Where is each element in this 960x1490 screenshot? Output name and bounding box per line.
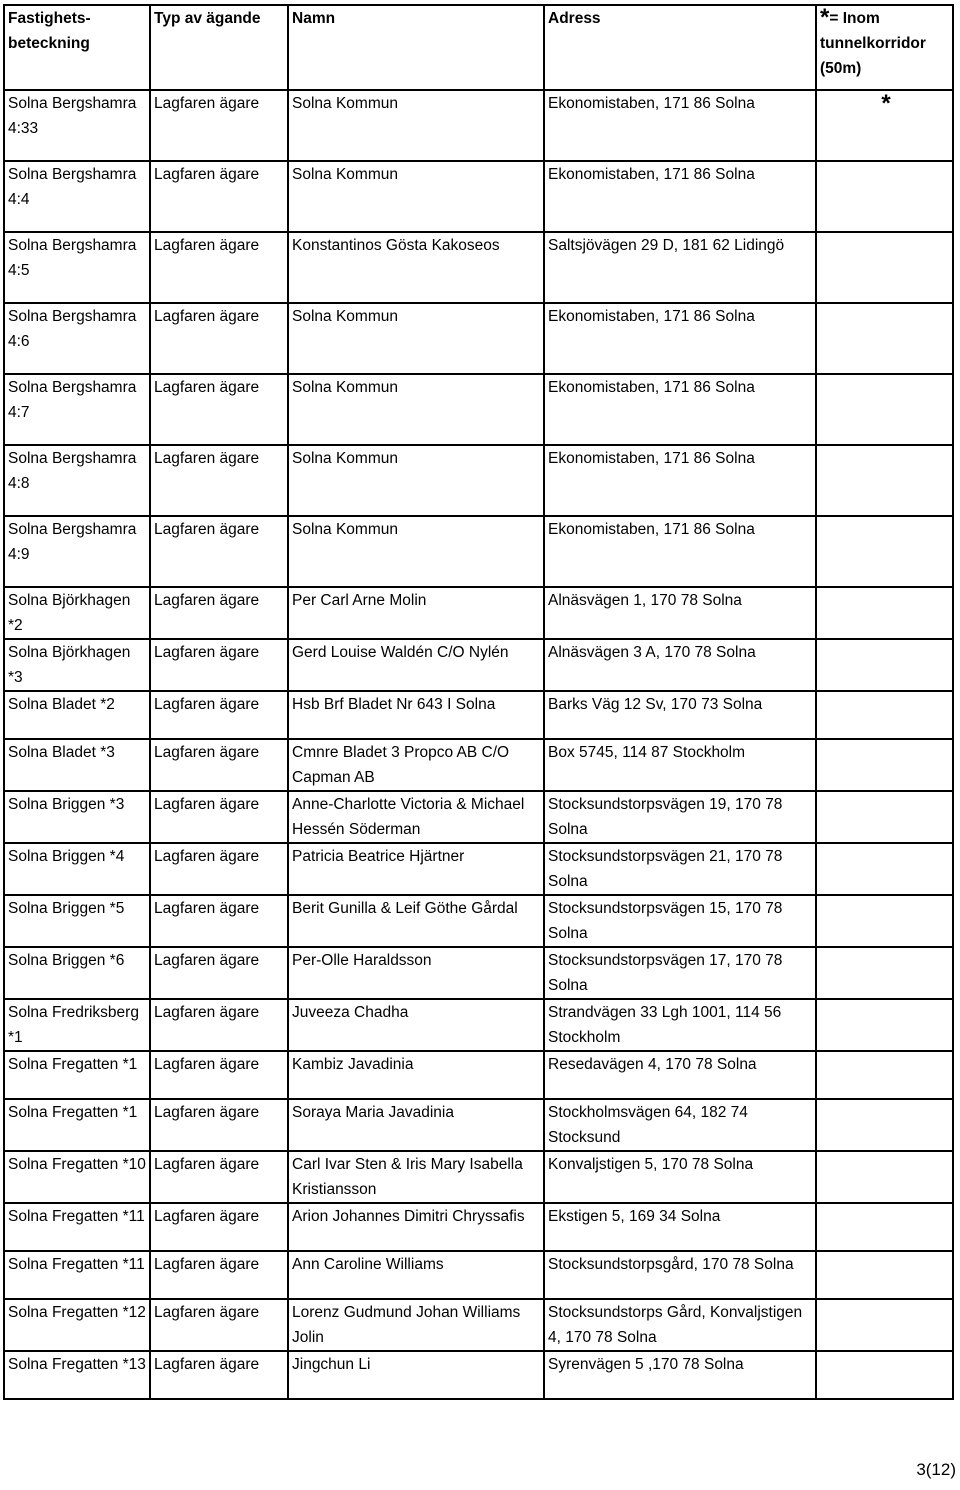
property-owner-table bbox=[3, 4, 954, 1400]
header-tunnel bbox=[816, 5, 953, 90]
cell-property: Solna Bergshamra 4:9 bbox=[4, 516, 150, 587]
cell-tunnel bbox=[816, 639, 953, 691]
cell-address: Syrenvägen 5 ,170 78 Solna bbox=[544, 1351, 816, 1399]
cell-tunnel bbox=[816, 1251, 953, 1299]
table-row bbox=[4, 303, 953, 374]
cell-property: Solna Fregatten *1 bbox=[4, 1051, 150, 1099]
cell-name: Carl Ivar Sten & Iris Mary Isabella Kristiansson bbox=[288, 1151, 544, 1203]
table-row bbox=[4, 999, 953, 1051]
cell-name: Gerd Louise Waldén C/O Nylén bbox=[288, 639, 544, 691]
cell-ownership: Lagfaren ägare bbox=[150, 843, 288, 895]
cell-ownership: Lagfaren ägare bbox=[150, 303, 288, 374]
cell-tunnel bbox=[816, 895, 953, 947]
cell-property: Solna Briggen *3 bbox=[4, 791, 150, 843]
cell-name: Solna Kommun bbox=[288, 374, 544, 445]
cell-tunnel bbox=[816, 1203, 953, 1251]
cell-tunnel bbox=[816, 791, 953, 843]
cell-address: Ekstigen 5, 169 34 Solna bbox=[544, 1203, 816, 1251]
table-row bbox=[4, 843, 953, 895]
tunnel-legend-text: = Inom tunnelkorridor (50m) bbox=[820, 10, 926, 77]
cell-tunnel bbox=[816, 947, 953, 999]
cell-name: Solna Kommun bbox=[288, 90, 544, 161]
table-row bbox=[4, 587, 953, 639]
table-row bbox=[4, 639, 953, 691]
header-name: Namn bbox=[288, 5, 544, 90]
cell-property: Solna Fregatten *12 bbox=[4, 1299, 150, 1351]
cell-property: Solna Bergshamra 4:5 bbox=[4, 232, 150, 303]
table-row bbox=[4, 1351, 953, 1399]
cell-property: Solna Bergshamra 4:8 bbox=[4, 445, 150, 516]
cell-property: Solna Bladet *3 bbox=[4, 739, 150, 791]
cell-tunnel bbox=[816, 516, 953, 587]
cell-name: Arion Johannes Dimitri Chryssafis bbox=[288, 1203, 544, 1251]
cell-ownership: Lagfaren ägare bbox=[150, 232, 288, 303]
cell-property: Solna Bergshamra 4:7 bbox=[4, 374, 150, 445]
cell-address: Ekonomistaben, 171 86 Solna bbox=[544, 303, 816, 374]
cell-ownership: Lagfaren ägare bbox=[150, 895, 288, 947]
cell-tunnel bbox=[816, 691, 953, 739]
cell-address: Stocksundstorpsvägen 17, 170 78 Solna bbox=[544, 947, 816, 999]
cell-ownership: Lagfaren ägare bbox=[150, 947, 288, 999]
cell-address: Stocksundstorps Gård, Konvaljstigen 4, 170 78 Solna bbox=[544, 1299, 816, 1351]
cell-name: Solna Kommun bbox=[288, 516, 544, 587]
cell-name: Patricia Beatrice Hjärtner bbox=[288, 843, 544, 895]
table-row bbox=[4, 895, 953, 947]
cell-ownership: Lagfaren ägare bbox=[150, 1051, 288, 1099]
cell-tunnel bbox=[816, 1099, 953, 1151]
cell-ownership: Lagfaren ägare bbox=[150, 161, 288, 232]
cell-ownership: Lagfaren ägare bbox=[150, 691, 288, 739]
cell-ownership: Lagfaren ägare bbox=[150, 1151, 288, 1203]
cell-name: Solna Kommun bbox=[288, 445, 544, 516]
cell-name: Lorenz Gudmund Johan Williams Jolin bbox=[288, 1299, 544, 1351]
cell-address: Stocksundstorpsvägen 19, 170 78 Solna bbox=[544, 791, 816, 843]
cell-tunnel bbox=[816, 1299, 953, 1351]
cell-name: Per Carl Arne Molin bbox=[288, 587, 544, 639]
cell-property: Solna Fredriksberg *1 bbox=[4, 999, 150, 1051]
cell-tunnel bbox=[816, 161, 953, 232]
cell-tunnel: * bbox=[816, 90, 953, 161]
table-row bbox=[4, 1299, 953, 1351]
table-row bbox=[4, 1151, 953, 1203]
table-row bbox=[4, 691, 953, 739]
table-row bbox=[4, 947, 953, 999]
cell-address: Ekonomistaben, 171 86 Solna bbox=[544, 516, 816, 587]
table-row bbox=[4, 161, 953, 232]
table-row bbox=[4, 516, 953, 587]
table-row bbox=[4, 739, 953, 791]
cell-property: Solna Bergshamra 4:4 bbox=[4, 161, 150, 232]
cell-address: Box 5745, 114 87 Stockholm bbox=[544, 739, 816, 791]
cell-ownership: Lagfaren ägare bbox=[150, 587, 288, 639]
table-row bbox=[4, 1203, 953, 1251]
cell-tunnel bbox=[816, 1151, 953, 1203]
cell-property: Solna Björkhagen *3 bbox=[4, 639, 150, 691]
cell-name: Juveeza Chadha bbox=[288, 999, 544, 1051]
cell-ownership: Lagfaren ägare bbox=[150, 1299, 288, 1351]
table-row bbox=[4, 791, 953, 843]
cell-address: Saltsjövägen 29 D, 181 62 Lidingö bbox=[544, 232, 816, 303]
cell-ownership: Lagfaren ägare bbox=[150, 445, 288, 516]
cell-tunnel bbox=[816, 445, 953, 516]
cell-property: Solna Fregatten *1 bbox=[4, 1099, 150, 1151]
cell-property: Solna Fregatten *13 bbox=[4, 1351, 150, 1399]
cell-tunnel bbox=[816, 739, 953, 791]
cell-property: Solna Briggen *4 bbox=[4, 843, 150, 895]
cell-property: Solna Bladet *2 bbox=[4, 691, 150, 739]
cell-tunnel bbox=[816, 232, 953, 303]
cell-ownership: Lagfaren ägare bbox=[150, 1351, 288, 1399]
cell-ownership: Lagfaren ägare bbox=[150, 90, 288, 161]
cell-address: Ekonomistaben, 171 86 Solna bbox=[544, 374, 816, 445]
table-row bbox=[4, 1051, 953, 1099]
header-ownership: Typ av ägande bbox=[150, 5, 288, 90]
cell-name: Kambiz Javadinia bbox=[288, 1051, 544, 1099]
cell-property: Solna Bergshamra 4:33 bbox=[4, 90, 150, 161]
cell-address: Stockholmsvägen 64, 182 74 Stocksund bbox=[544, 1099, 816, 1151]
cell-ownership: Lagfaren ägare bbox=[150, 1251, 288, 1299]
cell-ownership: Lagfaren ägare bbox=[150, 999, 288, 1051]
cell-ownership: Lagfaren ägare bbox=[150, 516, 288, 587]
table-header-row bbox=[4, 5, 953, 90]
cell-address: Ekonomistaben, 171 86 Solna bbox=[544, 161, 816, 232]
table-row bbox=[4, 1099, 953, 1151]
tunnel-asterisk-symbol: * bbox=[820, 5, 830, 31]
table-row bbox=[4, 374, 953, 445]
cell-address: Alnäsvägen 1, 170 78 Solna bbox=[544, 587, 816, 639]
cell-name: Solna Kommun bbox=[288, 303, 544, 374]
cell-tunnel bbox=[816, 374, 953, 445]
table-row bbox=[4, 232, 953, 303]
cell-address: Konvaljstigen 5, 170 78 Solna bbox=[544, 1151, 816, 1203]
cell-property: Solna Fregatten *10 bbox=[4, 1151, 150, 1203]
cell-address: Strandvägen 33 Lgh 1001, 114 56 Stockholm bbox=[544, 999, 816, 1051]
cell-tunnel bbox=[816, 843, 953, 895]
cell-address: Barks Väg 12 Sv, 170 73 Solna bbox=[544, 691, 816, 739]
cell-name: Jingchun Li bbox=[288, 1351, 544, 1399]
cell-tunnel bbox=[816, 1351, 953, 1399]
header-address: Adress bbox=[544, 5, 816, 90]
cell-name: Ann Caroline Williams bbox=[288, 1251, 544, 1299]
cell-property: Solna Briggen *5 bbox=[4, 895, 150, 947]
cell-tunnel bbox=[816, 999, 953, 1051]
cell-name: Soraya Maria Javadinia bbox=[288, 1099, 544, 1151]
cell-address: Stocksundstorpsgård, 170 78 Solna bbox=[544, 1251, 816, 1299]
cell-address: Resedavägen 4, 170 78 Solna bbox=[544, 1051, 816, 1099]
cell-tunnel bbox=[816, 587, 953, 639]
cell-property: Solna Bergshamra 4:6 bbox=[4, 303, 150, 374]
cell-name: Hsb Brf Bladet Nr 643 I Solna bbox=[288, 691, 544, 739]
cell-ownership: Lagfaren ägare bbox=[150, 1203, 288, 1251]
cell-address: Alnäsvägen 3 A, 170 78 Solna bbox=[544, 639, 816, 691]
cell-ownership: Lagfaren ägare bbox=[150, 739, 288, 791]
cell-address: Stocksundstorpsvägen 15, 170 78 Solna bbox=[544, 895, 816, 947]
cell-name: Cmnre Bladet 3 Propco AB C/O Capman AB bbox=[288, 739, 544, 791]
cell-property: Solna Fregatten *11 bbox=[4, 1251, 150, 1299]
cell-address: Ekonomistaben, 171 86 Solna bbox=[544, 90, 816, 161]
cell-name: Per-Olle Haraldsson bbox=[288, 947, 544, 999]
cell-ownership: Lagfaren ägare bbox=[150, 1099, 288, 1151]
cell-name: Konstantinos Gösta Kakoseos bbox=[288, 232, 544, 303]
table-body bbox=[4, 90, 953, 1399]
table-row bbox=[4, 445, 953, 516]
cell-address: Ekonomistaben, 171 86 Solna bbox=[544, 445, 816, 516]
header-property: Fastighets-beteckning bbox=[4, 5, 150, 90]
page-number: 3(12) bbox=[916, 1460, 956, 1479]
cell-tunnel bbox=[816, 303, 953, 374]
cell-property: Solna Briggen *6 bbox=[4, 947, 150, 999]
cell-name: Anne-Charlotte Victoria & Michael Hessén Söderman bbox=[288, 791, 544, 843]
cell-tunnel bbox=[816, 1051, 953, 1099]
cell-property: Solna Fregatten *11 bbox=[4, 1203, 150, 1251]
cell-address: Stocksundstorpsvägen 21, 170 78 Solna bbox=[544, 843, 816, 895]
cell-ownership: Lagfaren ägare bbox=[150, 374, 288, 445]
table-row bbox=[4, 1251, 953, 1299]
cell-ownership: Lagfaren ägare bbox=[150, 791, 288, 843]
cell-property: Solna Björkhagen *2 bbox=[4, 587, 150, 639]
cell-name: Solna Kommun bbox=[288, 161, 544, 232]
cell-name: Berit Gunilla & Leif Göthe Gårdal bbox=[288, 895, 544, 947]
cell-ownership: Lagfaren ägare bbox=[150, 639, 288, 691]
table-row bbox=[4, 90, 953, 161]
